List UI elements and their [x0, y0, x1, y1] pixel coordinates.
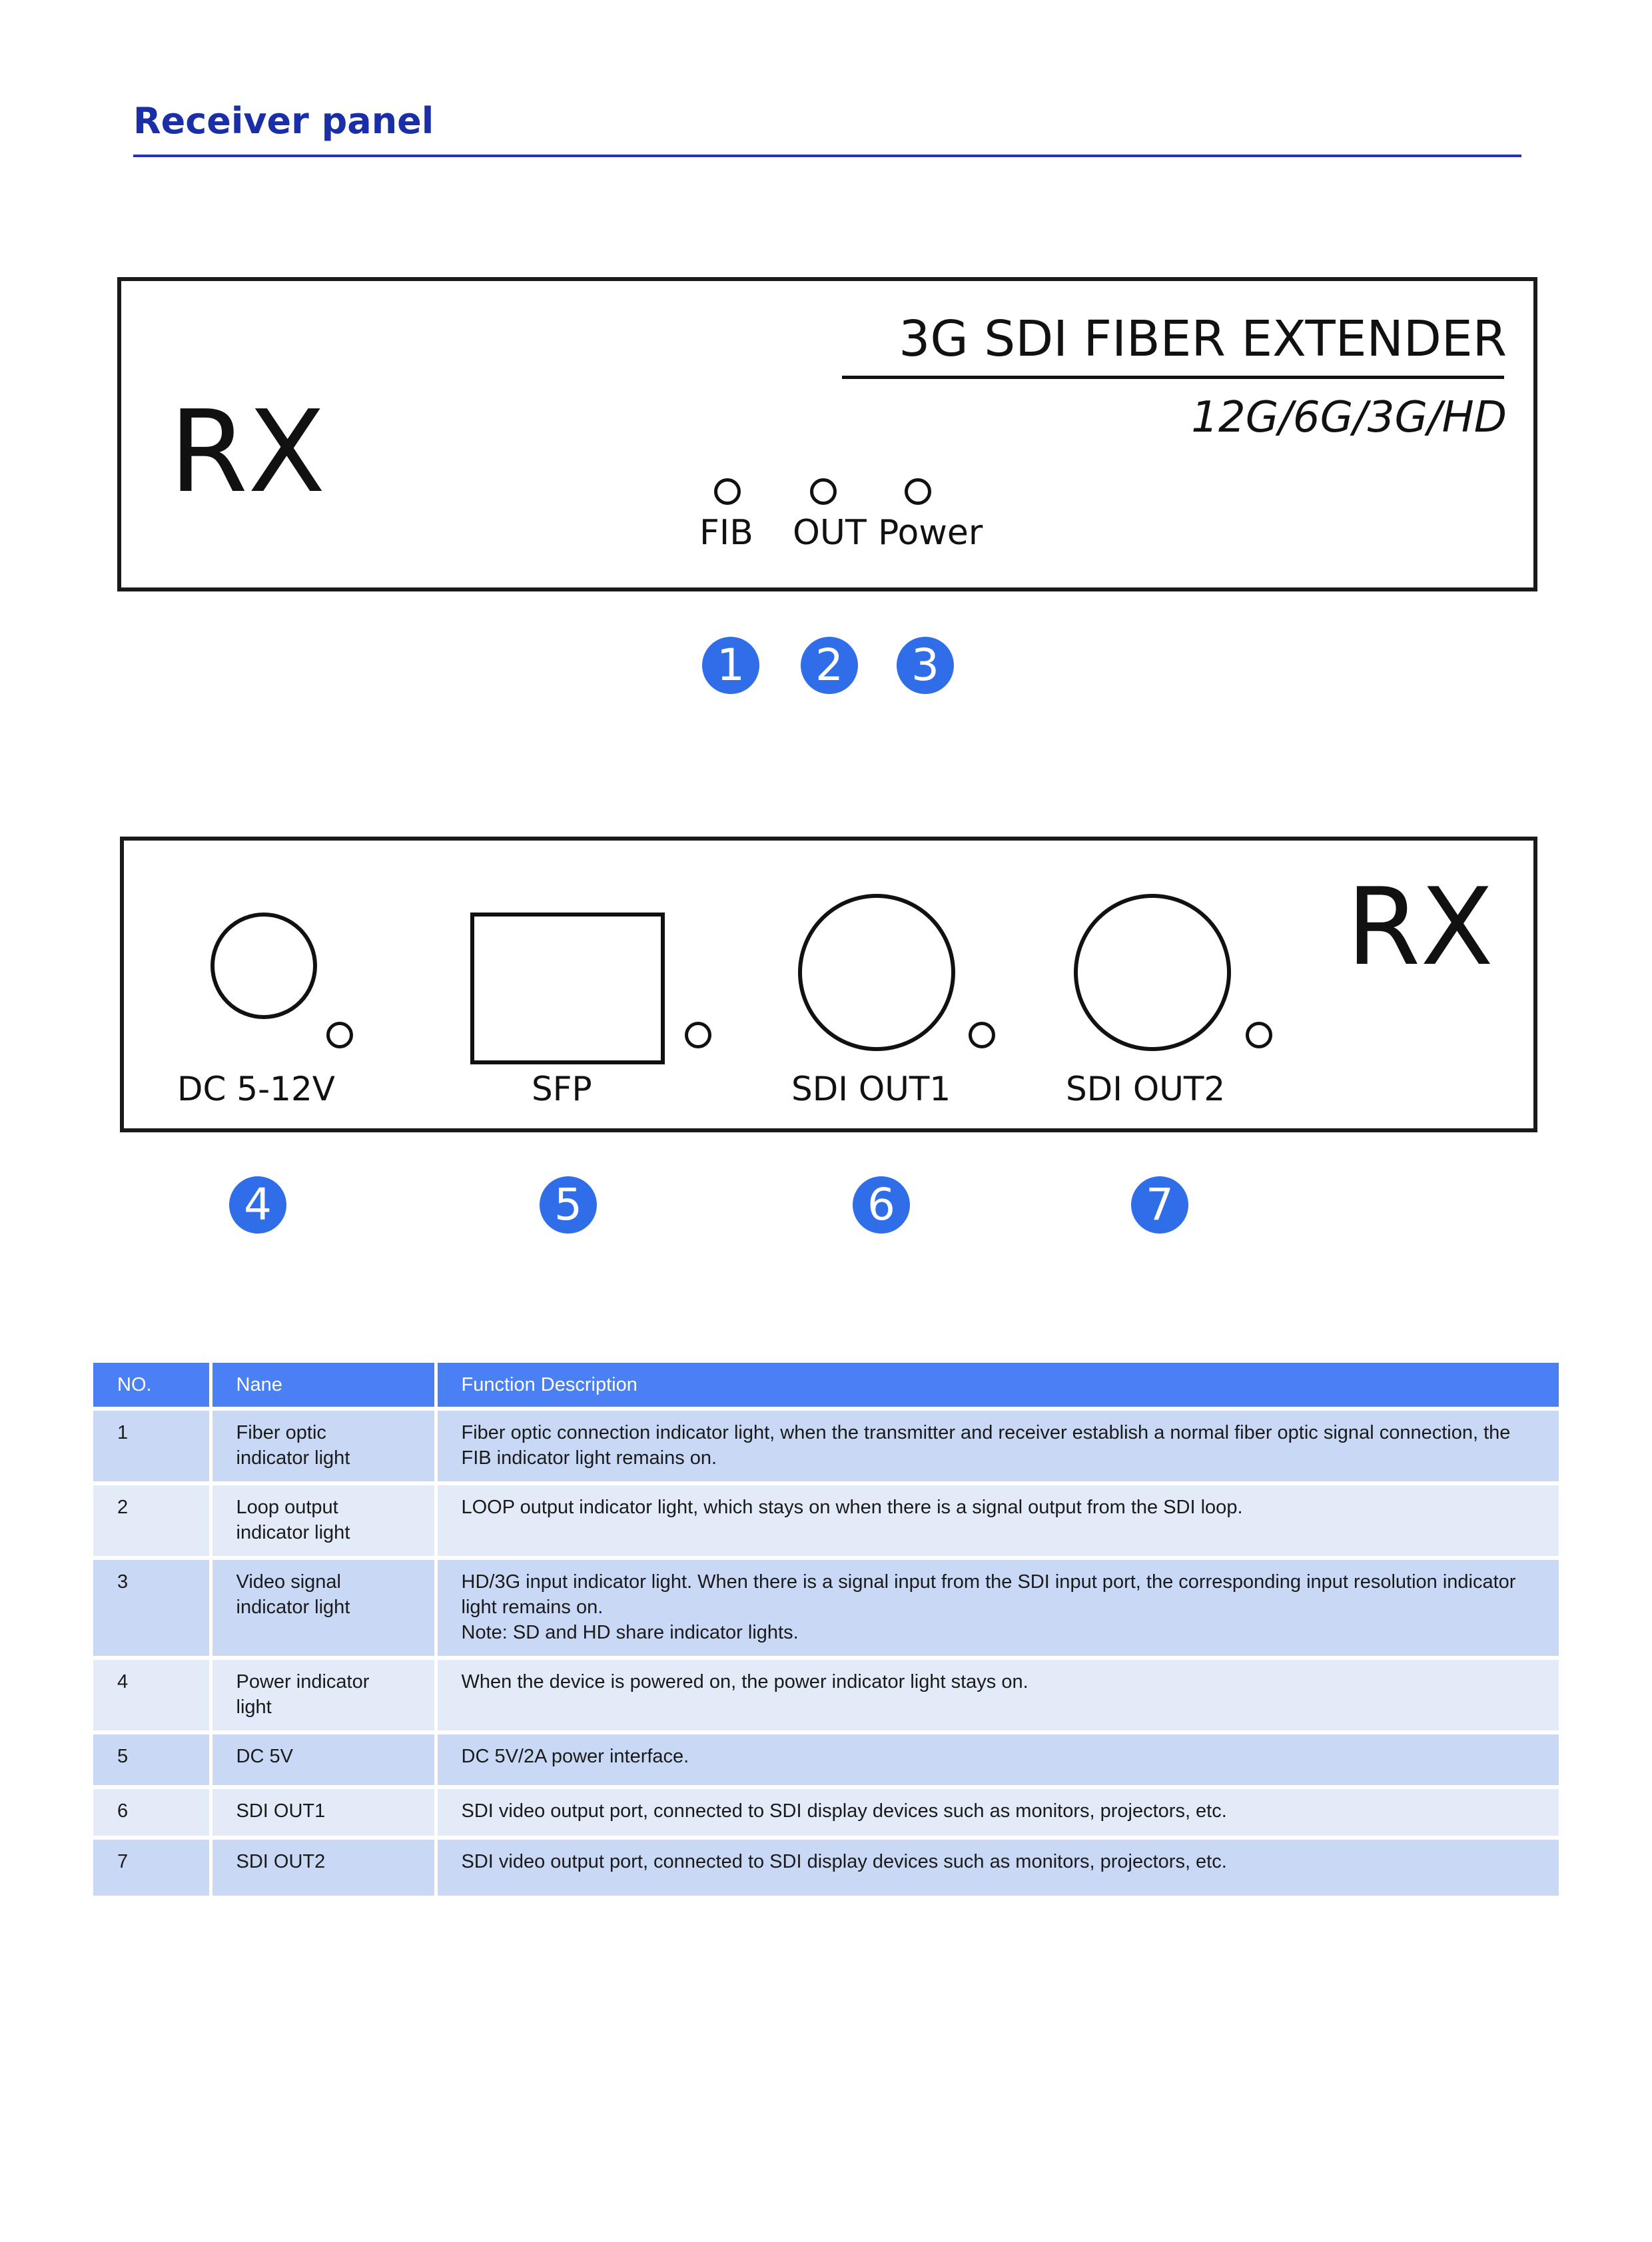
- callout-4: 4: [229, 1176, 286, 1234]
- table-row: [93, 1787, 1559, 1838]
- callout-5: 5: [540, 1176, 597, 1234]
- row-description: LOOP output indicator light, which stays on when there is a signal output from the SDI loop.: [436, 1483, 1559, 1558]
- sdi-out2-led-icon: [1246, 1022, 1272, 1048]
- title-underline: [133, 155, 1521, 157]
- table-row: [93, 1558, 1559, 1658]
- sdi-out1-led-icon: [969, 1022, 995, 1048]
- row-description: DC 5V/2A power interface.: [436, 1732, 1559, 1787]
- table-row: [93, 1483, 1559, 1558]
- callout-6: 6: [853, 1176, 910, 1234]
- power-led-icon: [905, 478, 931, 505]
- row-name: SDI OUT2: [210, 1838, 436, 1898]
- row-name: Video signal indicator light: [210, 1558, 436, 1658]
- table-header-row: [93, 1363, 1559, 1409]
- row-name: Power indicator light: [210, 1658, 436, 1732]
- row-number: 3: [93, 1558, 210, 1658]
- sdi-out1-label: SDI OUT1: [791, 1070, 951, 1108]
- power-led-label: Power: [878, 513, 983, 553]
- row-number: 6: [93, 1787, 210, 1838]
- table-row: [93, 1838, 1559, 1898]
- callout-7: 7: [1131, 1176, 1188, 1234]
- dc-led-icon: [326, 1022, 353, 1048]
- sfp-port-label: SFP: [532, 1070, 592, 1108]
- front-panel-diagram: [117, 277, 1537, 591]
- product-name-underline: [842, 376, 1504, 379]
- fib-led-icon: [714, 478, 741, 505]
- row-description: SDI video output port, connected to SDI display devices such as monitors, projectors, etc.: [436, 1787, 1559, 1838]
- rear-panel-diagram: [120, 837, 1537, 1132]
- row-number: 2: [93, 1483, 210, 1558]
- sdi-out1-connector-icon: [798, 894, 955, 1051]
- front-rx-mark: RX: [169, 386, 326, 518]
- row-description: Fiber optic connection indicator light, when the transmitter and receiver establish a normal fiber optic signal connection, the FIB indicator light remains on.: [436, 1409, 1559, 1483]
- callout-1: 1: [702, 637, 759, 694]
- function-table: [93, 1363, 1559, 1900]
- table-row: [93, 1409, 1559, 1483]
- row-description: SDI video output port, connected to SDI display devices such as monitors, projectors, etc.: [436, 1838, 1559, 1898]
- row-name: Loop output indicator light: [210, 1483, 436, 1558]
- dc-power-jack-icon: [210, 913, 317, 1019]
- row-name: DC 5V: [210, 1732, 436, 1787]
- row-name: SDI OUT1: [210, 1787, 436, 1838]
- header-no: NO.: [93, 1363, 210, 1409]
- header-name: Nane: [210, 1363, 436, 1409]
- row-description: HD/3G input indicator light. When there is a signal input from the SDI input port, the corresponding input resolution indicator light remains on. Note: SD and HD share indicator lights.: [436, 1558, 1559, 1658]
- header-function-description: Function Description: [436, 1363, 1559, 1409]
- row-number: 7: [93, 1838, 210, 1898]
- section-title: Receiver panel: [133, 100, 434, 142]
- row-name: Fiber optic indicator light: [210, 1409, 436, 1483]
- callout-2: 2: [801, 637, 858, 694]
- row-number: 4: [93, 1658, 210, 1732]
- row-description: When the device is powered on, the power indicator light stays on.: [436, 1658, 1559, 1732]
- row-number: 5: [93, 1732, 210, 1787]
- table-row: [93, 1658, 1559, 1732]
- supported-formats: 12G/6G/3G/HD: [1191, 393, 1507, 442]
- sdi-out2-connector-icon: [1074, 894, 1231, 1051]
- sfp-port-icon: [470, 913, 665, 1064]
- dc-port-label: DC 5-12V: [177, 1070, 335, 1108]
- fib-led-label: FIB: [699, 513, 753, 553]
- product-name: 3G SDI FIBER EXTENDER: [899, 310, 1507, 368]
- callout-3: 3: [897, 637, 954, 694]
- table-row: [93, 1732, 1559, 1787]
- sdi-out2-label: SDI OUT2: [1066, 1070, 1226, 1108]
- rear-rx-mark: RX: [1346, 865, 1493, 989]
- sfp-led-icon: [685, 1022, 711, 1048]
- out-led-label: OUT: [793, 513, 867, 553]
- row-number: 1: [93, 1409, 210, 1483]
- out-led-icon: [810, 478, 837, 505]
